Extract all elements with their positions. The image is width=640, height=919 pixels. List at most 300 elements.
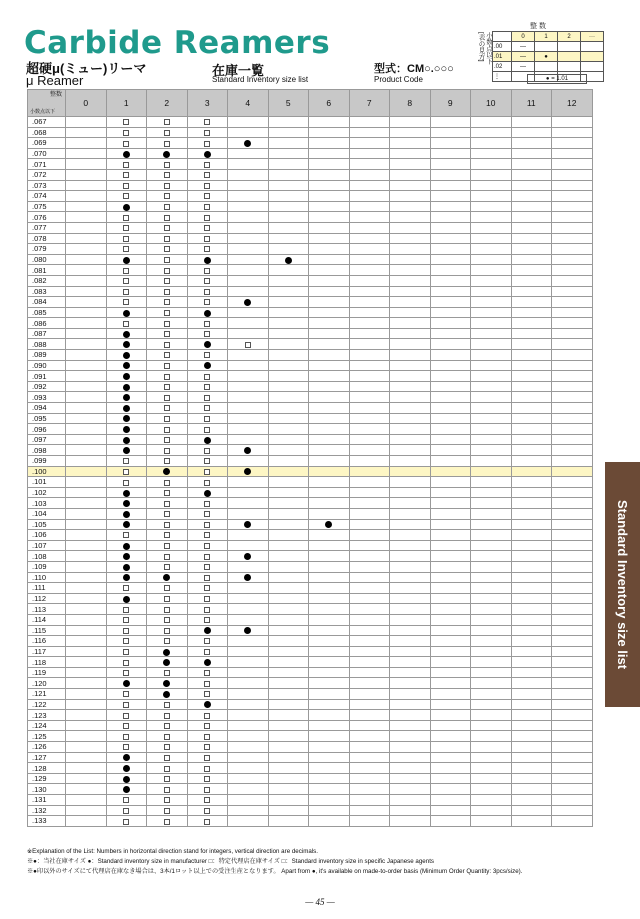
row-label: .115 — [28, 625, 66, 636]
size-cell — [390, 508, 431, 519]
size-cell — [66, 424, 107, 435]
size-cell — [511, 381, 552, 392]
size-cell — [187, 413, 228, 424]
size-cell — [471, 593, 512, 604]
size-cell — [268, 350, 309, 361]
size-cell — [471, 212, 512, 223]
size-cell — [471, 487, 512, 498]
size-cell — [390, 148, 431, 159]
size-cell — [228, 636, 269, 647]
size-cell — [471, 222, 512, 233]
size-cell — [309, 614, 350, 625]
size-cell — [106, 646, 147, 657]
agent-stock-square-icon — [204, 352, 210, 358]
size-cell — [268, 265, 309, 276]
size-cell — [228, 551, 269, 562]
size-cell — [430, 222, 471, 233]
size-cell — [511, 127, 552, 138]
size-cell — [552, 805, 593, 816]
agent-stock-square-icon — [164, 162, 170, 168]
row-label: .103 — [28, 498, 66, 509]
size-cell — [268, 318, 309, 329]
size-cell — [268, 424, 309, 435]
size-cell — [66, 551, 107, 562]
size-cell — [106, 816, 147, 827]
table-row — [28, 148, 593, 159]
size-cell — [430, 180, 471, 191]
agent-stock-square-icon — [204, 585, 210, 591]
size-cell — [147, 254, 188, 265]
size-cell — [66, 699, 107, 710]
size-cell — [309, 297, 350, 308]
size-cell — [268, 614, 309, 625]
manufacturer-stock-dot-icon — [204, 257, 211, 264]
agent-stock-square-icon — [164, 246, 170, 252]
size-cell — [471, 795, 512, 806]
column-header: 12 — [552, 90, 593, 117]
size-cell — [471, 265, 512, 276]
size-cell — [349, 805, 390, 816]
size-cell — [349, 233, 390, 244]
size-cell — [66, 614, 107, 625]
size-cell — [268, 784, 309, 795]
size-cell — [187, 466, 228, 477]
size-cell — [268, 191, 309, 202]
size-cell — [471, 699, 512, 710]
size-cell — [106, 413, 147, 424]
size-cell — [430, 328, 471, 339]
size-cell — [268, 138, 309, 149]
size-cell — [430, 604, 471, 615]
size-cell — [228, 572, 269, 583]
size-cell — [106, 731, 147, 742]
size-cell — [309, 244, 350, 255]
size-cell — [309, 699, 350, 710]
size-cell — [552, 350, 593, 361]
size-cell — [471, 127, 512, 138]
size-cell — [511, 434, 552, 445]
legend-cell — [558, 52, 581, 62]
size-cell — [147, 148, 188, 159]
agent-stock-square-icon — [204, 480, 210, 486]
size-cell — [268, 456, 309, 467]
agent-stock-square-icon — [204, 162, 210, 168]
corner-integer-label: 整数 — [49, 92, 62, 98]
size-cell — [187, 530, 228, 541]
size-cell — [66, 742, 107, 753]
size-cell — [106, 561, 147, 572]
size-cell — [349, 784, 390, 795]
size-cell — [187, 625, 228, 636]
row-label: .068 — [28, 127, 66, 138]
size-cell — [309, 720, 350, 731]
size-cell — [471, 381, 512, 392]
size-cell — [228, 222, 269, 233]
agent-stock-square-icon — [164, 638, 170, 644]
agent-stock-square-icon — [123, 289, 129, 295]
size-cell — [268, 180, 309, 191]
size-cell — [66, 466, 107, 477]
size-cell — [268, 360, 309, 371]
size-cell — [228, 318, 269, 329]
size-cell — [228, 678, 269, 689]
size-cell — [228, 445, 269, 456]
size-cell — [471, 477, 512, 488]
size-cell — [106, 477, 147, 488]
size-cell — [430, 381, 471, 392]
size-cell — [147, 222, 188, 233]
agent-stock-square-icon — [204, 617, 210, 623]
legend-cell — [581, 42, 604, 52]
manufacturer-stock-dot-icon — [123, 786, 130, 793]
size-cell — [309, 138, 350, 149]
manufacturer-stock-dot-icon — [123, 553, 130, 560]
size-cell — [349, 540, 390, 551]
size-cell — [471, 233, 512, 244]
legend-row-label: ⋮ — [493, 72, 512, 82]
agent-stock-square-icon — [123, 130, 129, 136]
size-cell — [66, 593, 107, 604]
size-cell — [268, 699, 309, 710]
size-cell — [187, 265, 228, 276]
column-header: 1 — [106, 90, 147, 117]
table-row — [28, 180, 593, 191]
manufacturer-stock-dot-icon — [123, 373, 130, 380]
size-cell — [309, 477, 350, 488]
manufacturer-stock-dot-icon — [244, 553, 251, 560]
agent-stock-square-icon — [123, 723, 129, 729]
size-cell — [147, 763, 188, 774]
size-cell — [349, 339, 390, 350]
size-cell — [228, 604, 269, 615]
size-cell — [309, 763, 350, 774]
agent-stock-square-icon — [204, 405, 210, 411]
agent-stock-square-icon — [164, 713, 170, 719]
size-cell — [187, 117, 228, 128]
size-cell — [309, 805, 350, 816]
row-label: .110 — [28, 572, 66, 583]
size-cell — [349, 477, 390, 488]
manufacturer-stock-dot-icon — [123, 521, 130, 528]
size-cell — [147, 456, 188, 467]
size-cell — [106, 508, 147, 519]
size-cell — [552, 413, 593, 424]
size-cell — [390, 561, 431, 572]
size-cell — [147, 572, 188, 583]
size-cell — [430, 784, 471, 795]
size-cell — [66, 773, 107, 784]
agent-stock-square-icon — [164, 395, 170, 401]
size-cell — [228, 434, 269, 445]
agent-stock-square-icon — [123, 236, 129, 242]
size-cell — [471, 720, 512, 731]
size-cell — [228, 487, 269, 498]
size-cell — [511, 275, 552, 286]
size-cell — [268, 498, 309, 509]
size-cell — [430, 127, 471, 138]
size-cell — [147, 201, 188, 212]
size-cell — [390, 403, 431, 414]
size-cell — [106, 456, 147, 467]
size-cell — [349, 583, 390, 594]
row-label: .077 — [28, 222, 66, 233]
column-header: 2 — [147, 90, 188, 117]
size-cell — [268, 339, 309, 350]
page-number: — 45 — — [305, 897, 335, 907]
agent-stock-square-icon — [164, 427, 170, 433]
size-cell — [66, 212, 107, 223]
size-cell — [66, 731, 107, 742]
size-cell — [511, 350, 552, 361]
row-label: .116 — [28, 636, 66, 647]
size-cell — [349, 752, 390, 763]
size-cell — [349, 773, 390, 784]
agent-stock-square-icon — [204, 638, 210, 644]
size-cell — [471, 614, 512, 625]
size-cell — [66, 763, 107, 774]
size-cell — [552, 117, 593, 128]
size-cell — [349, 212, 390, 223]
size-cell — [66, 318, 107, 329]
size-cell — [471, 307, 512, 318]
size-cell — [309, 339, 350, 350]
size-cell — [66, 784, 107, 795]
size-cell — [187, 487, 228, 498]
size-cell — [552, 551, 593, 562]
agent-stock-square-icon — [123, 246, 129, 252]
size-cell — [390, 487, 431, 498]
agent-stock-square-icon — [204, 321, 210, 327]
size-cell — [106, 710, 147, 721]
size-cell — [390, 773, 431, 784]
size-cell — [430, 731, 471, 742]
table-row — [28, 614, 593, 625]
size-cell — [106, 784, 147, 795]
table-row — [28, 593, 593, 604]
agent-stock-square-icon — [164, 141, 170, 147]
size-cell — [106, 805, 147, 816]
manufacturer-stock-dot-icon — [123, 776, 130, 783]
agent-stock-square-icon — [204, 374, 210, 380]
size-cell — [430, 360, 471, 371]
size-cell — [349, 614, 390, 625]
size-cell — [349, 350, 390, 361]
brand-title: Carbide Reamers — [24, 25, 331, 61]
size-cell — [309, 413, 350, 424]
row-label: .094 — [28, 403, 66, 414]
row-label: .129 — [28, 773, 66, 784]
size-cell — [187, 667, 228, 678]
legend-col-header: ··· — [581, 32, 604, 42]
inventory-table — [27, 89, 593, 827]
legend-row-label: .00 — [493, 42, 512, 52]
size-cell — [268, 540, 309, 551]
size-cell — [430, 519, 471, 530]
size-cell — [430, 403, 471, 414]
agent-stock-square-icon — [204, 787, 210, 793]
table-row — [28, 169, 593, 180]
agent-stock-square-icon — [204, 501, 210, 507]
size-cell — [187, 689, 228, 700]
table-row — [28, 540, 593, 551]
size-cell — [430, 657, 471, 668]
size-cell — [390, 795, 431, 806]
size-cell — [187, 180, 228, 191]
row-label: .118 — [28, 657, 66, 668]
size-cell — [552, 159, 593, 170]
column-header: 3 — [187, 90, 228, 117]
agent-stock-square-icon — [204, 808, 210, 814]
size-cell — [228, 381, 269, 392]
size-cell — [390, 424, 431, 435]
size-cell — [390, 763, 431, 774]
legend-col-header: 0 — [512, 32, 535, 42]
size-cell — [187, 710, 228, 721]
row-label: .081 — [28, 265, 66, 276]
size-cell — [187, 508, 228, 519]
size-cell — [66, 392, 107, 403]
size-cell — [228, 625, 269, 636]
size-cell — [147, 710, 188, 721]
size-cell — [349, 604, 390, 615]
size-cell — [430, 286, 471, 297]
size-cell — [228, 244, 269, 255]
size-cell — [228, 795, 269, 806]
size-cell — [147, 625, 188, 636]
size-cell — [66, 752, 107, 763]
size-cell — [552, 445, 593, 456]
size-cell — [309, 307, 350, 318]
size-cell — [552, 604, 593, 615]
size-cell — [66, 297, 107, 308]
size-cell — [147, 646, 188, 657]
manufacturer-stock-dot-icon — [204, 627, 211, 634]
table-row — [28, 667, 593, 678]
size-cell — [147, 614, 188, 625]
size-cell — [309, 159, 350, 170]
legend-col-header: 1 — [535, 32, 558, 42]
size-cell — [66, 540, 107, 551]
size-cell — [147, 551, 188, 562]
size-cell — [552, 710, 593, 721]
size-cell — [66, 487, 107, 498]
size-cell — [390, 381, 431, 392]
size-cell — [349, 413, 390, 424]
size-cell — [106, 487, 147, 498]
size-cell — [106, 117, 147, 128]
size-cell — [268, 646, 309, 657]
size-cell — [390, 636, 431, 647]
size-cell — [552, 127, 593, 138]
manufacturer-stock-dot-icon — [244, 447, 251, 454]
size-cell — [511, 784, 552, 795]
size-cell — [430, 561, 471, 572]
size-cell — [106, 212, 147, 223]
size-cell — [511, 339, 552, 350]
size-cell — [106, 657, 147, 668]
size-cell — [471, 625, 512, 636]
size-cell — [228, 360, 269, 371]
side-tab: Standard Inventory size list — [605, 462, 640, 707]
row-label: .119 — [28, 667, 66, 678]
size-cell — [349, 699, 390, 710]
size-cell — [268, 625, 309, 636]
manufacturer-stock-dot-icon — [244, 521, 251, 528]
row-label: .124 — [28, 720, 66, 731]
size-cell — [430, 201, 471, 212]
size-cell — [430, 148, 471, 159]
size-cell — [511, 572, 552, 583]
size-cell — [390, 244, 431, 255]
size-cell — [66, 667, 107, 678]
row-label: .099 — [28, 456, 66, 467]
agent-stock-square-icon — [164, 119, 170, 125]
row-label: .132 — [28, 805, 66, 816]
manufacturer-stock-dot-icon — [123, 574, 130, 581]
size-cell — [228, 201, 269, 212]
size-cell — [66, 636, 107, 647]
size-cell — [511, 117, 552, 128]
size-cell — [390, 117, 431, 128]
size-cell — [511, 180, 552, 191]
size-cell — [349, 201, 390, 212]
size-cell — [147, 689, 188, 700]
size-cell — [66, 371, 107, 382]
agent-stock-square-icon — [164, 321, 170, 327]
size-cell — [268, 508, 309, 519]
size-cell — [147, 212, 188, 223]
legend-cell: — — [512, 52, 535, 62]
size-cell — [309, 561, 350, 572]
agent-stock-square-icon — [164, 607, 170, 613]
size-cell — [66, 254, 107, 265]
size-cell — [187, 244, 228, 255]
size-cell — [228, 646, 269, 657]
agent-stock-square-icon — [164, 819, 170, 825]
size-cell — [106, 614, 147, 625]
agent-stock-square-icon — [204, 691, 210, 697]
agent-stock-square-icon — [164, 787, 170, 793]
column-header: 0 — [66, 90, 107, 117]
table-row — [28, 434, 593, 445]
size-cell — [390, 265, 431, 276]
size-cell — [106, 434, 147, 445]
agent-stock-square-icon — [204, 246, 210, 252]
legend-corner — [493, 32, 512, 42]
size-cell — [471, 392, 512, 403]
agent-stock-square-icon — [123, 321, 129, 327]
size-cell — [268, 773, 309, 784]
agent-stock-square-icon — [123, 268, 129, 274]
size-cell — [552, 583, 593, 594]
row-label: .071 — [28, 159, 66, 170]
size-cell — [471, 424, 512, 435]
manufacturer-stock-dot-icon — [123, 341, 130, 348]
size-cell — [390, 275, 431, 286]
row-label: .076 — [28, 212, 66, 223]
size-cell — [268, 244, 309, 255]
agent-stock-square-icon — [164, 797, 170, 803]
size-cell — [187, 275, 228, 286]
size-cell — [309, 360, 350, 371]
size-cell — [471, 805, 512, 816]
size-cell — [552, 742, 593, 753]
agent-stock-square-icon — [204, 723, 210, 729]
table-row — [28, 339, 593, 350]
size-cell — [430, 275, 471, 286]
row-label: .082 — [28, 275, 66, 286]
size-cell — [147, 127, 188, 138]
